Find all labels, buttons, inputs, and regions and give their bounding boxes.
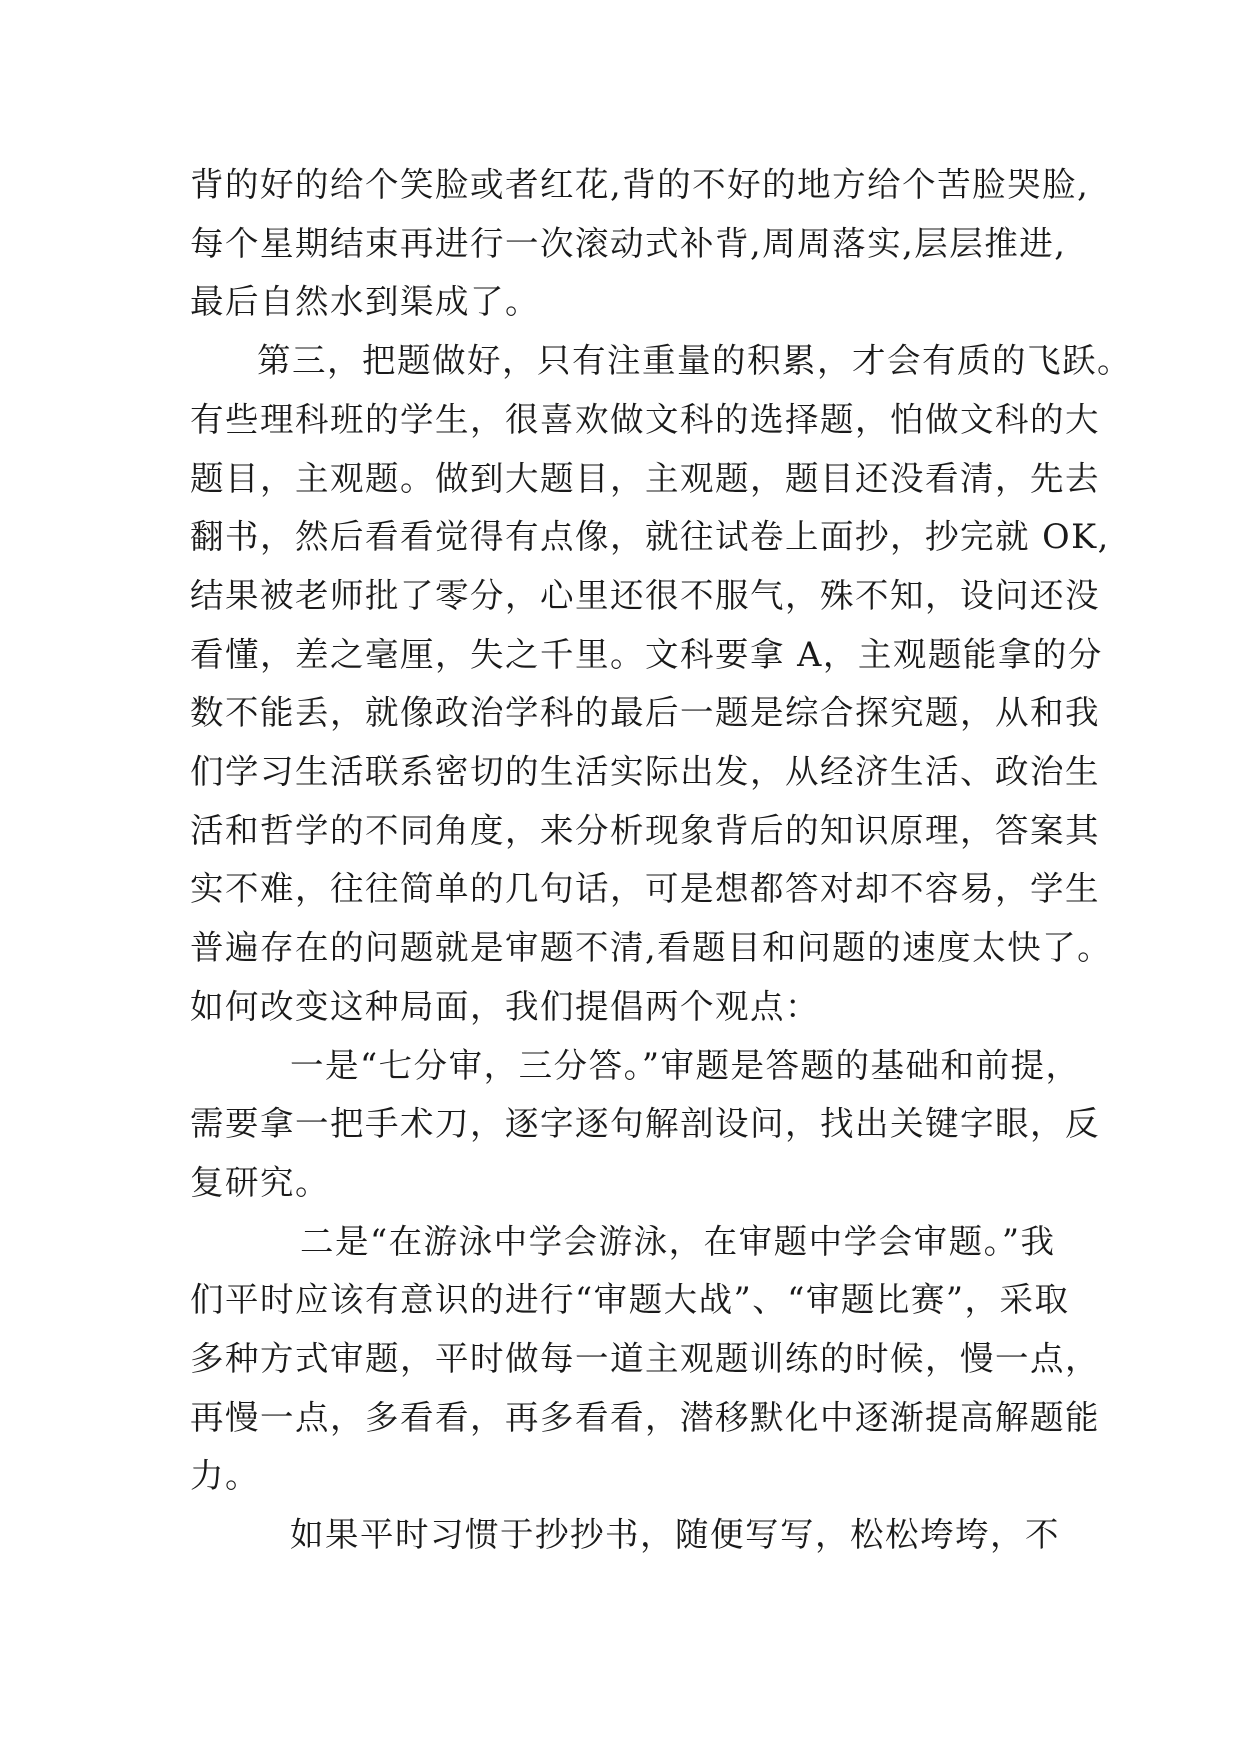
text-line: 如何改变这种局面，我们提倡两个观点：	[190, 986, 820, 1026]
text-line: 最后自然水到渠成了。	[190, 282, 540, 322]
text-line: 复研究。	[190, 1162, 330, 1202]
text-line: 力。	[190, 1456, 260, 1496]
text-line: 再慢一点，多看看，再多看看，潜移默化中逐渐提高解题能	[190, 1397, 1100, 1437]
text-line: 有些理科班的学生，很喜欢做文科的选择题，怕做文科的大	[190, 399, 1100, 439]
body-text	[190, 156, 1132, 1565]
text-line: 一是“七分审，三分答。”审题是答题的基础和前提，	[290, 1045, 1081, 1085]
text-line: 翻书，然后看看觉得有点像，就往试卷上面抄，抄完就 OK,	[190, 517, 1110, 557]
text-line: 们平时应该有意识的进行“审题大战”、“审题比赛”，采取	[190, 1280, 1070, 1320]
text-line: 普遍存在的问题就是审题不清,看题目和问题的速度太快了。	[190, 928, 1113, 968]
text-line: 背的好的给个笑脸或者红花,背的不好的地方给个苦脸哭脸,	[190, 165, 1090, 204]
text-line: 需要拿一把手术刀，逐字逐句解剖设问，找出关键字眼，反	[190, 1104, 1100, 1144]
text-line: 如果平时习惯于抄抄书，随便写写，松松垮垮，不	[290, 1515, 1060, 1555]
text-line: 们学习生活联系密切的生活实际出发，从经济生活、政治生	[190, 752, 1100, 792]
paragraph-2	[190, 332, 1132, 1036]
paragraph-1	[190, 156, 1090, 332]
paragraph-4	[190, 1213, 1100, 1507]
paragraph-3	[190, 1037, 1100, 1213]
text-line: 结果被老师批了零分，心里还很不服气，殊不知，设问还没	[190, 575, 1100, 615]
text-line: 二是“在游泳中学会游泳，在审题中学会审题。”我	[300, 1221, 1056, 1261]
text-line: 活和哲学的不同角度，来分析现象背后的知识原理，答案其	[190, 810, 1100, 850]
text-line: 第三，把题做好，只有注重量的积累，才会有质的飞跃。	[257, 341, 1132, 381]
text-line: 每个星期结束再进行一次滚动式补背,周周落实,层层推进,	[190, 223, 1067, 263]
text-line: 题目，主观题。做到大题目，主观题，题目还没看清，先去	[190, 458, 1100, 498]
text-line: 实不难，往往简单的几句话，可是想都答对却不容易，学生	[190, 869, 1100, 909]
text-line: 多种方式审题，平时做每一道主观题训练的时候，慢一点，	[190, 1339, 1100, 1379]
paragraph-5	[190, 1506, 1090, 1565]
text-line: 数不能丢，就像政治学科的最后一题是综合探究题，从和我	[190, 693, 1100, 733]
text-line: 看懂，差之毫厘，失之千里。文科要拿 A，主观题能拿的分	[190, 634, 1103, 674]
